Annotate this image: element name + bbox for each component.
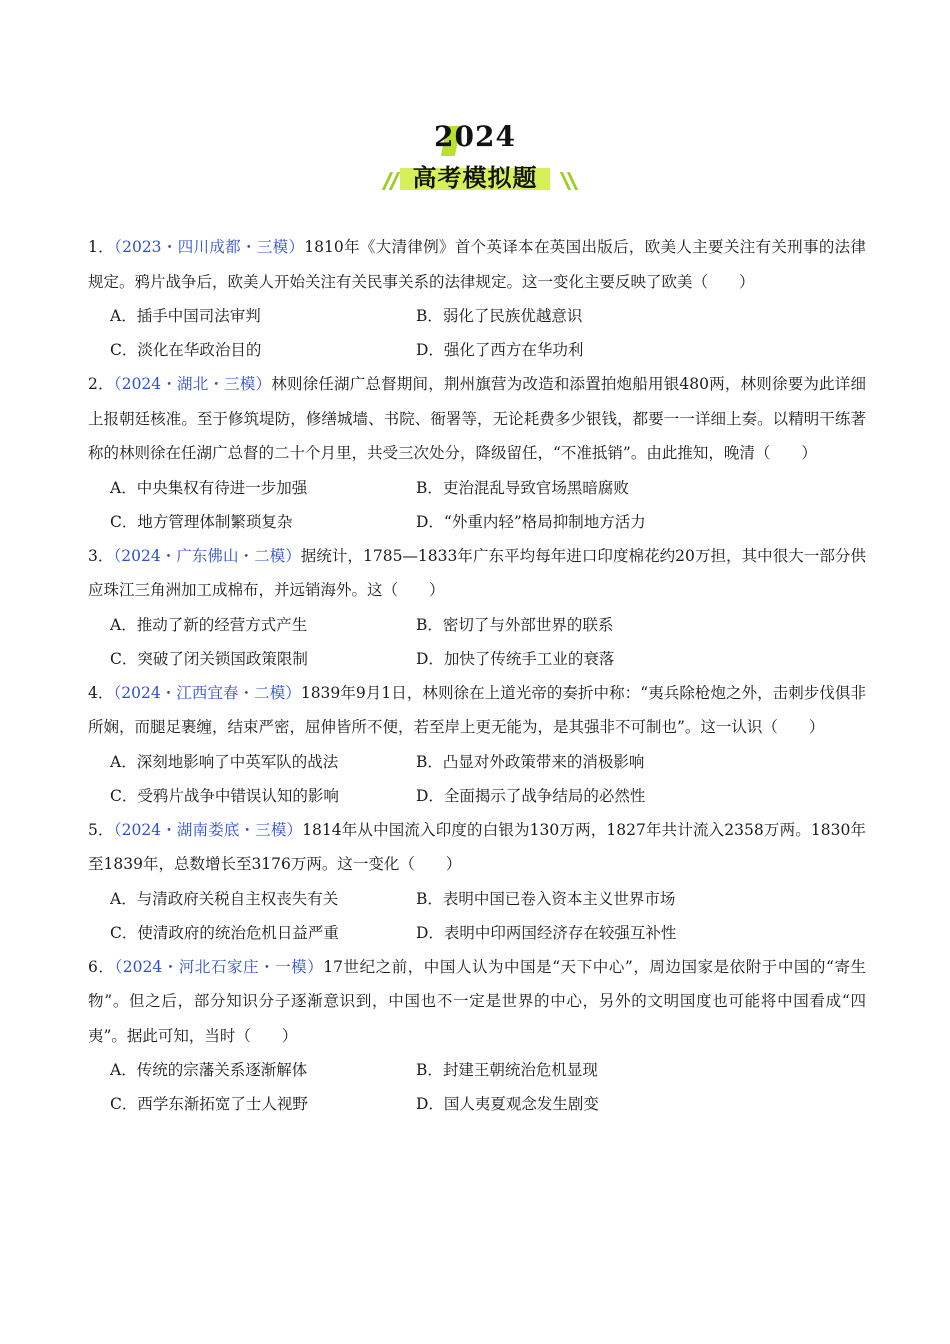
option-b[interactable]: B．表明中国已卷入资本主义世界市场 — [416, 889, 676, 908]
question-stem — [88, 950, 866, 1054]
option-b[interactable]: B．封建王朝统治危机显现 — [416, 1061, 598, 1079]
option-d[interactable]: D．表明中印两国经济存在较强互补性 — [416, 923, 677, 942]
question-number: 3． — [88, 546, 114, 565]
option-b[interactable]: B．凸显对外政策带来的消极影响 — [416, 752, 645, 771]
option-a[interactable]: A．深刻地影响了中英军队的战法 — [110, 752, 339, 771]
question-source: （2024・江西宜春・二模） — [113, 683, 301, 702]
options — [88, 608, 866, 676]
question-source: （2024・河北石家庄・一模） — [114, 957, 324, 976]
question-text: 据统计，1785—1833年广东平均每年进口印度棉花约20万担，其中很大一部分供应珠江三角洲加工成棉布，并远销海外。这（ ） — [88, 546, 866, 599]
question-source: （2023・四川成都・三模） — [114, 238, 305, 256]
question-text: 1839年9月1日，林则徐在上道光帝的奏折中称：“夷兵除枪炮之外，击刺步伐俱非所娴，而腿足裹缠，结束严密，屈伸皆所不便，若至岸上更无能为，是其强非不可制也”。这一认识（ ） — [88, 683, 866, 736]
question-1 — [88, 230, 866, 367]
option-c[interactable]: C．地方管理体制繁琐复杂 — [110, 512, 293, 531]
option-c[interactable]: C．受鸦片战争中错误认知的影响 — [110, 786, 339, 805]
option-b[interactable]: B．吏治混乱导致官场黑暗腐败 — [416, 478, 629, 497]
options — [88, 299, 866, 367]
right-slash-decoration — [562, 172, 578, 190]
option-c[interactable]: C．突破了闭关锁国政策限制 — [110, 649, 308, 668]
header-title: 高考模拟题 — [412, 164, 538, 192]
option-a[interactable]: A．与清政府关税自主权丧失有关 — [110, 889, 339, 908]
option-a[interactable]: A．传统的宗藩关系逐渐解体 — [110, 1061, 308, 1079]
option-c[interactable]: C．使清政府的统治危机日益严重 — [110, 923, 339, 942]
option-d[interactable]: D．国人夷夏观念发生剧变 — [416, 1095, 599, 1113]
question-6 — [88, 950, 866, 1122]
question-number: 1． — [88, 238, 115, 256]
question-source: （2024・广东佛山・二模） — [113, 546, 301, 565]
question-source: （2024・湖南娄底・三模） — [113, 820, 303, 839]
question-number: 4． — [88, 683, 114, 702]
option-c[interactable]: C．淡化在华政治目的 — [110, 341, 262, 359]
question-number: 6． — [88, 957, 115, 976]
option-b[interactable]: B．密切了与外部世界的联系 — [416, 615, 614, 634]
question-4 — [88, 676, 866, 813]
option-b[interactable]: B．弱化了民族优越意识 — [416, 307, 583, 325]
options — [88, 745, 866, 813]
option-a[interactable]: A．插手中国司法审判 — [110, 307, 261, 325]
option-c[interactable]: C．西学东渐拓宽了士人视野 — [110, 1095, 308, 1113]
question-number: 2． — [88, 375, 114, 393]
page-header — [0, 118, 950, 198]
question-2 — [88, 367, 866, 539]
question-text: 17世纪之前，中国人认为中国是“天下中心”，周边国家是依附于中国的“寄生物”。但之后，部分知识分子逐渐意识到，中国也不一定是世界的中心，另外的文明国度也可能将中国看成“四夷”。据此可知，当时（ ） — [88, 957, 866, 1045]
options — [88, 1053, 866, 1121]
options — [88, 882, 866, 950]
question-list — [88, 230, 866, 1121]
option-a[interactable]: A．中央集权有待进一步加强 — [110, 478, 308, 497]
option-d[interactable]: D．“外重内轻”格局抑制地方活力 — [416, 512, 646, 531]
question-stem — [88, 676, 866, 745]
question-text: 林则徐任湖广总督期间，荆州旗营为改造和添置拍炮船用银480两，林则徐要为此详细上报朝廷核准。至于修筑堤防，修缮城墙、书院、衙署等，无论耗费多少银钱，都要一一详细上奏。以精明干练著称的林则徐在任湖广总督的二十个月里，共受三次处分，降级留任，“不准抵销”。由此推知，晚清（ ） — [88, 375, 866, 462]
option-d[interactable]: D．全面揭示了战争结局的必然性 — [416, 786, 646, 805]
question-stem — [88, 230, 866, 299]
question-source: （2024・湖北・三模） — [113, 375, 272, 393]
question-5 — [88, 813, 866, 950]
question-3 — [88, 539, 866, 676]
question-stem — [88, 367, 866, 471]
options — [88, 471, 866, 539]
question-stem — [88, 539, 866, 608]
question-text: 1810年《大清律例》首个英译本在英国出版后，欧美人主要关注有关刑事的法律规定。鸦片战争后，欧美人开始关注有关民事关系的法律规定。这一变化主要反映了欧美（ ） — [88, 238, 866, 291]
option-d[interactable]: D．强化了西方在华功利 — [416, 341, 584, 359]
option-a[interactable]: A．推动了新的经营方式产生 — [110, 615, 308, 634]
option-d[interactable]: D．加快了传统手工业的衰落 — [416, 649, 615, 668]
question-text: 1814年从中国流入印度的白银为130万两，1827年共计流入2358万两。1830年至1839年，总数增长至3176万两。这一变化（ ） — [88, 820, 866, 873]
header-year: 2024 — [434, 120, 516, 153]
question-number: 5． — [88, 820, 114, 839]
question-stem — [88, 813, 866, 882]
